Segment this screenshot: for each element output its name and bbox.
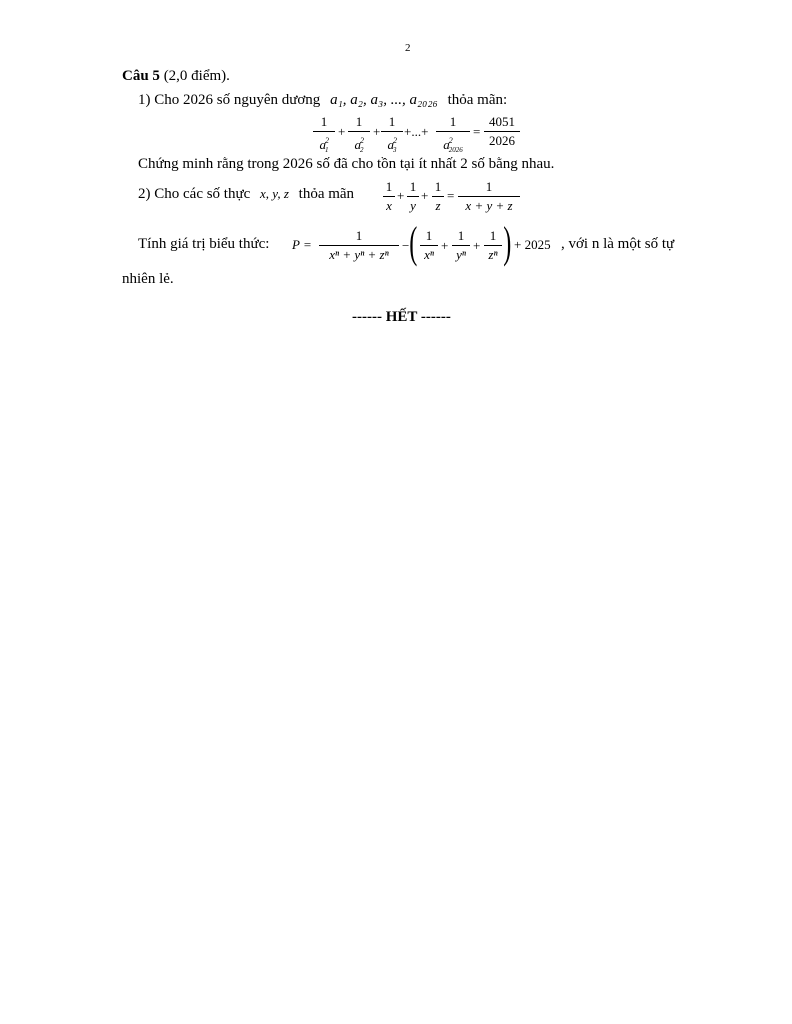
part2-tail2: nhiên lẻ.: [122, 271, 174, 287]
page-number: 2: [405, 42, 411, 54]
part1-intro: 1) Cho 2026 số nguyên dương: [138, 92, 321, 108]
fraction-p-1: 1 xⁿ + yⁿ + zⁿ: [319, 228, 399, 263]
fraction-1-over-sum: 1 x + y + z: [458, 179, 520, 214]
plus-sign: +: [338, 124, 346, 139]
equals-sign: =: [473, 124, 481, 139]
part2-condition: thỏa mãn: [298, 186, 355, 202]
fraction-1-over-yn: 1 yⁿ: [452, 228, 470, 263]
part1-prove: Chứng minh rằng trong 2026 số đã cho tồn tại ít nhất 2 số bằng nhau.: [138, 156, 555, 172]
fraction-1-over-y: 1 y: [407, 179, 419, 214]
part2-vars: x, y, z: [260, 186, 289, 201]
ellipsis-sum: +...+: [404, 124, 429, 139]
question-label: Câu 5: [122, 68, 160, 84]
fraction-1-over-z: 1 z: [432, 179, 444, 214]
part1-intro-line: [138, 92, 507, 109]
question-points: (2,0 điểm).: [163, 68, 230, 84]
part1-sequence: a₁, a₂, a₃, ..., a₂₀₂₆: [330, 92, 438, 108]
fraction-1-over-zn: 1 zⁿ: [484, 228, 502, 263]
fraction-term-last: 1 $a^2_{2026}$: [436, 114, 470, 158]
question-header: [122, 68, 230, 85]
end-marker: ------ HẾT ------: [352, 309, 451, 325]
left-paren: (: [409, 218, 418, 267]
part2-compute: Tính giá trị biểu thức:: [138, 236, 270, 252]
fraction-rhs: 4051 2026: [484, 114, 520, 149]
p-lhs: P =: [292, 237, 312, 252]
fraction-1-over-x: 1 x: [383, 179, 395, 214]
part1-condition: thỏa mãn:: [447, 92, 508, 108]
p-constant: + 2025: [514, 237, 551, 252]
plus-sign: +: [373, 124, 381, 139]
fraction-1-over-xn: 1 xⁿ: [420, 228, 438, 263]
part2-intro-line: [138, 186, 354, 203]
right-paren: ): [503, 218, 512, 267]
fraction-term-3: 1 $a^2_3$: [381, 114, 403, 158]
part2-intro: 2) Cho các số thực: [138, 186, 251, 202]
fraction-term-1: 1 $a^2_1$: [313, 114, 335, 158]
part2-tail: , với n là một số tự: [561, 236, 675, 252]
fraction-term-2: 1 $a^2_2$: [348, 114, 370, 158]
